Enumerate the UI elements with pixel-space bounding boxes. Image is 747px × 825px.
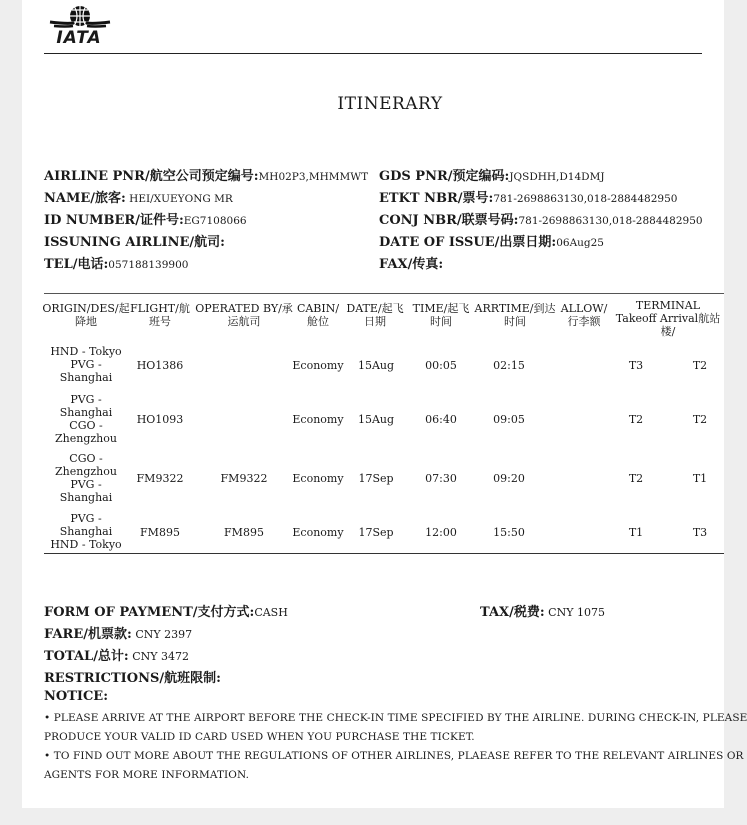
route-line: PVG -	[70, 393, 102, 406]
date-cell: 15Aug	[357, 359, 395, 372]
airline-pnr-value: MH02P3,MHMMWT	[258, 171, 369, 183]
time-cell: 06:40	[425, 413, 457, 426]
arrtime-cell: 09:20	[493, 472, 525, 485]
table-bottom-rule	[44, 553, 724, 554]
tel-label: TEL/电话:	[44, 257, 109, 272]
airline-pnr	[44, 165, 368, 184]
page-title: ITINERARY	[337, 94, 443, 114]
date-cell: 17Sep	[358, 472, 394, 485]
arrival-terminal-cell: T1	[692, 472, 708, 485]
notice-line: AGENTS FOR MORE INFORMATION.	[44, 769, 250, 781]
flight-cell: FM9322	[136, 472, 184, 485]
route-line: Shanghai	[59, 491, 113, 504]
route-line: HND - Tokyo	[50, 345, 122, 358]
arrival-terminal-cell: T3	[692, 526, 708, 539]
header-origin: ORIGIN/DES/起降地	[42, 302, 130, 328]
restrictions-label: RESTRICTIONS/航班限制:	[44, 671, 221, 686]
issue-date-value: 06Aug25	[556, 237, 604, 249]
time-cell: 07:30	[425, 472, 457, 485]
route-line: HND - Tokyo	[50, 538, 122, 551]
itinerary-page	[22, 0, 747, 808]
header-terminal-title: TERMINAL	[635, 299, 701, 312]
etkt-label: ETKT NBR/票号:	[379, 191, 494, 206]
takeoff-terminal-cell: T2	[628, 472, 644, 485]
operated-cell: FM9322	[220, 472, 268, 485]
arrtime-cell: 09:05	[493, 413, 525, 426]
name-label: NAME/旅客:	[44, 191, 126, 206]
takeoff-terminal-cell: T1	[628, 526, 644, 539]
operated-cell: FM895	[224, 526, 264, 539]
header-date: DATE/起飞日期	[346, 302, 404, 328]
arrival-terminal-cell: T2	[692, 413, 708, 426]
header-time: TIME/起飞时间	[412, 302, 470, 328]
route-line: Shanghai	[59, 406, 113, 419]
total	[44, 645, 189, 664]
gds-value: JQSDHH,D14DMJ	[509, 171, 605, 183]
notice-line: • PLEASE ARRIVE AT THE AIRPORT BEFORE THE CHECK-IN TIME SPECIFIED BY THE AIRLINE. DURING CHECK-IN, PLEASE	[44, 712, 747, 724]
notice	[44, 689, 108, 704]
takeoff-terminal-cell: T3	[628, 359, 644, 372]
route-line: Zhengzhou	[55, 432, 117, 445]
iata-logo-text: IATA	[56, 28, 102, 48]
passenger-name	[44, 187, 233, 206]
date-cell: 17Sep	[358, 526, 394, 539]
cabin-cell: Economy	[292, 413, 344, 426]
gds-label: GDS PNR/预定编码:	[379, 169, 510, 184]
header-cabin: CABIN/舱位	[296, 302, 340, 328]
conj-label: CONJ NBR/联票号码:	[379, 213, 519, 228]
route-line: PVG -	[70, 358, 102, 371]
gds-pnr	[379, 165, 605, 184]
id-value: EG7108066	[183, 215, 247, 227]
route-line: Zhengzhou	[55, 465, 117, 478]
id-number	[44, 209, 247, 228]
etkt-number	[379, 187, 677, 206]
takeoff-terminal-cell: T2	[628, 413, 644, 426]
table-top-rule	[44, 293, 724, 294]
telephone	[44, 253, 188, 272]
conj-value: 781-2698863130,018-2884482950	[518, 215, 703, 227]
payment-label: FORM OF PAYMENT/支付方式:	[44, 605, 255, 620]
route-cell	[42, 452, 130, 504]
header-allow: ALLOW/行李额	[560, 302, 608, 328]
date-cell: 15Aug	[357, 413, 395, 426]
fax-label: FAX/传真:	[379, 257, 444, 272]
arrival-terminal-cell: T2	[692, 359, 708, 372]
fare	[44, 623, 192, 642]
arrtime-cell: 02:15	[493, 359, 525, 372]
header-terminal	[612, 299, 724, 338]
route-line: PVG -	[70, 478, 102, 491]
header-terminal-sub: Takeoff Arrival航站楼/	[615, 312, 721, 338]
fax	[379, 253, 443, 272]
route-cell	[42, 345, 130, 384]
conj-number	[379, 209, 703, 228]
route-line: PVG -	[70, 512, 102, 525]
total-value: CNY 3472	[128, 650, 190, 663]
time-cell: 12:00	[425, 526, 457, 539]
route-cell	[42, 393, 130, 445]
tax	[480, 601, 605, 620]
time-cell: 00:05	[425, 359, 457, 372]
notice-line: PRODUCE YOUR VALID ID CARD USED WHEN YOU PURCHASE THE TICKET.	[44, 731, 475, 743]
total-label: TOTAL/总计:	[44, 649, 129, 664]
tax-value: CNY 1075	[544, 606, 605, 619]
issue-date-label: DATE OF ISSUE/出票日期:	[379, 235, 557, 250]
header-divider	[44, 53, 702, 54]
route-line: CGO -	[69, 419, 103, 432]
airline-pnr-label: AIRLINE PNR/航空公司预定编号:	[44, 169, 259, 184]
fare-label: FARE/机票款:	[44, 627, 132, 642]
cabin-cell: Economy	[292, 472, 344, 485]
flight-cell: FM895	[140, 526, 180, 539]
cabin-cell: Economy	[292, 359, 344, 372]
cabin-cell: Economy	[292, 526, 344, 539]
route-cell	[42, 512, 130, 551]
arrtime-cell: 15:50	[493, 526, 525, 539]
etkt-value: 781-2698863130,018-2884482950	[493, 193, 678, 205]
header-operated: OPERATED BY/承运航司	[195, 302, 293, 328]
tax-label: TAX/税费:	[480, 605, 545, 620]
fare-value: CNY 2397	[131, 628, 193, 641]
restrictions	[44, 667, 221, 686]
tel-value: 057188139900	[108, 259, 189, 271]
date-of-issue	[379, 231, 604, 250]
flight-cell: HO1386	[136, 359, 184, 372]
header-flight: FLIGHT/航班号	[130, 302, 190, 328]
flight-cell: HO1093	[136, 413, 184, 426]
route-line: Shanghai	[59, 371, 113, 384]
issuing-airline	[44, 231, 225, 250]
form-of-payment	[44, 601, 288, 620]
issuing-label: ISSUNING AIRLINE/航司:	[44, 235, 225, 250]
id-label: ID NUMBER/证件号:	[44, 213, 184, 228]
payment-value: CASH	[254, 606, 288, 619]
route-line: Shanghai	[59, 525, 113, 538]
header-arrtime: ARRTIME/到达时间	[474, 302, 556, 328]
notice-label: NOTICE:	[44, 689, 109, 704]
route-line: CGO -	[69, 452, 103, 465]
notice-line: • TO FIND OUT MORE ABOUT THE REGULATIONS OF OTHER AIRLINES, PLAEASE REFER TO THE RELEVANT AIRLINES OR	[44, 750, 744, 762]
name-value: HEI/XUEYONG MR	[125, 193, 233, 205]
